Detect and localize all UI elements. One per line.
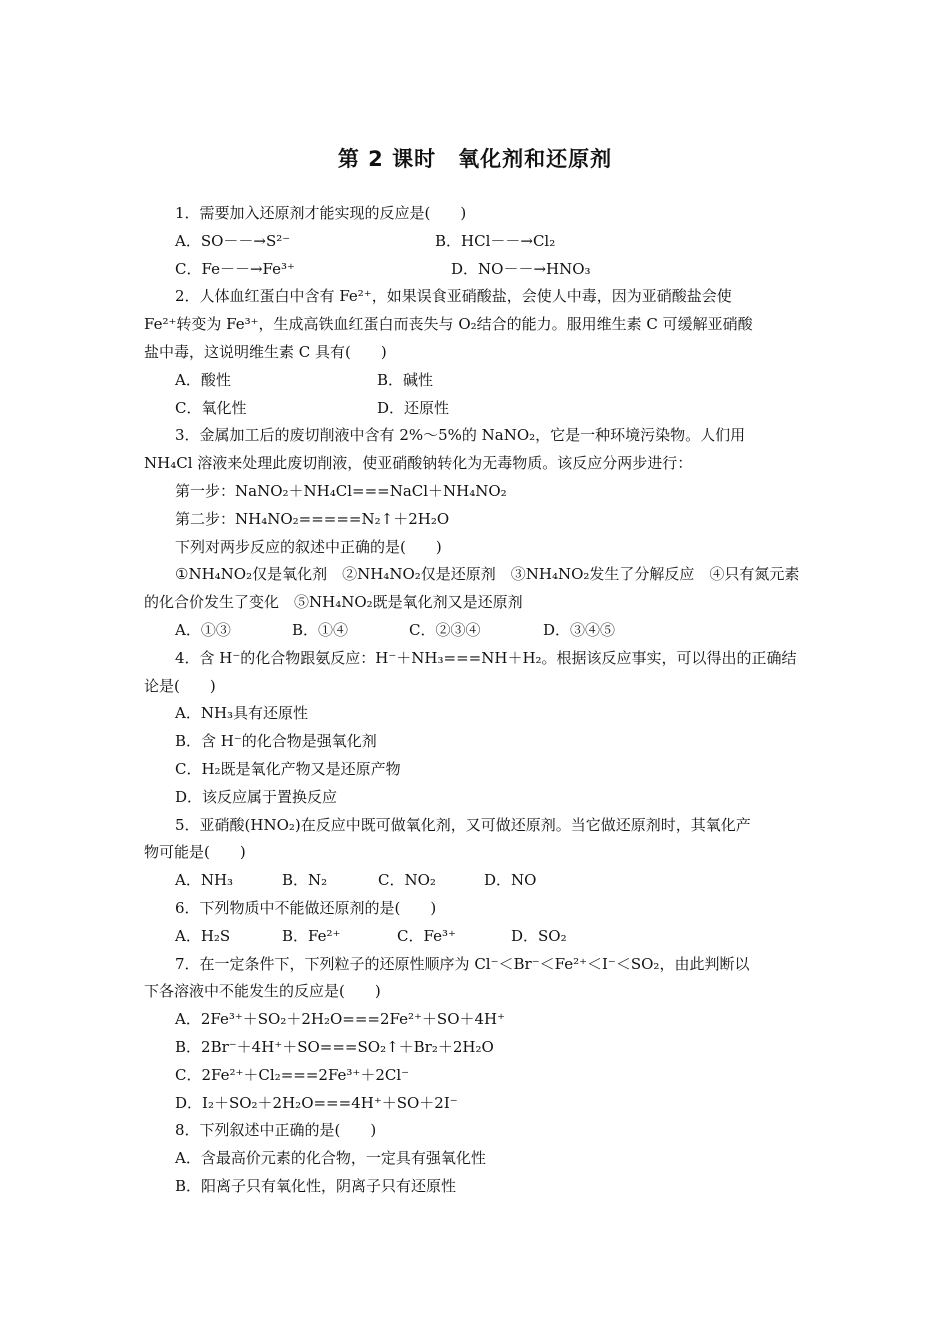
question-list (144, 200, 806, 1201)
answer-option: B．碱性 (377, 370, 434, 389)
answer-option: C．②③④ (409, 620, 481, 639)
text-line: 物可能是( ) (144, 843, 246, 862)
text-line: ①NH₄NO₂仅是氧化剂 ②NH₄NO₂仅是还原剂 ③NH₄NO₂发生了分解反应 ④只有氮元素 (175, 565, 800, 584)
answer-option: A．NH₃ (175, 871, 234, 890)
text-line: 4．含 H⁻的化合物跟氨反应：H⁻＋NH₃===NH＋H₂。根据该反应事实，可以得出的正确结 (175, 648, 797, 667)
text-line: A．含最高价元素的化合物，一定具有强氧化性 (175, 1149, 486, 1168)
answer-options-row (144, 923, 806, 951)
answer-option: B．N₂ (282, 871, 328, 890)
text-line: 3．金属加工后的废切削液中含有 2%～5%的 NaNO₂，它是一种环境污染物。人们用 (175, 426, 746, 445)
answer-options-row (144, 256, 806, 284)
text-line: B．含 H⁻的化合物是强氧化剂 (175, 732, 377, 751)
text-line: 7．在一定条件下，下列粒子的还原性顺序为 Cl⁻＜Br⁻＜Fe²⁺＜I⁻＜SO₂，由此判断以 (175, 954, 750, 973)
answer-option: D．③④⑤ (543, 620, 616, 639)
text-line: 盐中毒，这说明维生素 C 具有( ) (144, 342, 387, 361)
answer-option: A．①③ (175, 620, 231, 639)
text-line: 的化合价发生了变化 ⑤NH₄NO₂既是氧化剂又是还原剂 (144, 593, 523, 612)
text-line: 第二步：NH₄NO₂=====N₂↑＋2H₂O (175, 509, 450, 528)
text-line: Fe²⁺转变为 Fe³⁺，生成高铁血红蛋白而丧失与 O₂结合的能力。服用维生素 C 可缓解亚硝酸 (144, 315, 753, 334)
answer-options-row (144, 367, 806, 395)
text-line: 6．下列物质中不能做还原剂的是( ) (175, 898, 437, 917)
answer-option: A．酸性 (175, 370, 231, 389)
answer-option: B．Fe²⁺ (282, 926, 341, 945)
text-line: 下各溶液中不能发生的反应是( ) (144, 982, 381, 1001)
text-line: 论是( ) (144, 676, 216, 695)
text-line: 8．下列叙述中正确的是( ) (175, 1121, 377, 1140)
text-line: 5．亚硝酸(HNO₂)在反应中既可做氧化剂，又可做还原剂。当它做还原剂时，其氧化产 (175, 815, 751, 834)
text-line: D．I₂＋SO₂＋2H₂O===4H⁺＋SO＋2I⁻ (175, 1093, 458, 1112)
text-line: 第一步：NaNO₂＋NH₄Cl===NaCl＋NH₄NO₂ (175, 481, 507, 500)
answer-option: D．SO₂ (511, 926, 567, 945)
answer-options-row (144, 617, 806, 645)
text-line: C．H₂既是氧化产物又是还原产物 (175, 759, 401, 778)
answer-option: C．氧化性 (175, 398, 247, 417)
text-line: 2．人体血红蛋白中含有 Fe²⁺，如果误食亚硝酸盐，会使人中毒，因为亚硝酸盐会使 (175, 287, 732, 306)
answer-option: D．NO－－→HNO₃ (451, 259, 591, 278)
answer-option: B．HCl－－→Cl₂ (435, 231, 556, 250)
answer-option: D．NO (484, 871, 537, 890)
text-line: NH₄Cl 溶液来处理此废切削液，使亚硝酸钠转化为无毒物质。该反应分两步进行： (144, 454, 693, 473)
answer-option: C．Fe－－→Fe³⁺ (175, 259, 295, 278)
text-line: 下列对两步反应的叙述中正确的是( ) (175, 537, 442, 556)
text-line: B．阳离子只有氧化性，阴离子只有还原性 (175, 1176, 457, 1195)
text-line: A．NH₃具有还原性 (175, 704, 309, 723)
answer-option: A．H₂S (175, 926, 231, 945)
answer-option: B．①④ (292, 620, 349, 639)
answer-option: C．Fe³⁺ (397, 926, 456, 945)
text-line: B．2Br⁻＋4H⁺＋SO===SO₂↑＋Br₂＋2H₂O (175, 1037, 494, 1056)
answer-options-row (144, 395, 806, 423)
answer-option: A．SO－－→S²⁻ (175, 231, 291, 250)
answer-option: D．还原性 (377, 398, 450, 417)
answer-options-row (144, 867, 806, 895)
answer-option: C．NO₂ (378, 871, 436, 890)
text-line: C．2Fe²⁺＋Cl₂===2Fe³⁺＋2Cl⁻ (175, 1065, 410, 1084)
text-line: 1．需要加入还原剂才能实现的反应是( ) (175, 204, 467, 222)
text-line: A．2Fe³⁺＋SO₂＋2H₂O===2Fe²⁺＋SO＋4H⁺ (175, 1010, 506, 1029)
answer-options-row (144, 228, 806, 256)
text-line: D．该反应属于置换反应 (175, 787, 338, 806)
page-title: 第 2 课时 氧化剂和还原剂 (337, 147, 613, 171)
